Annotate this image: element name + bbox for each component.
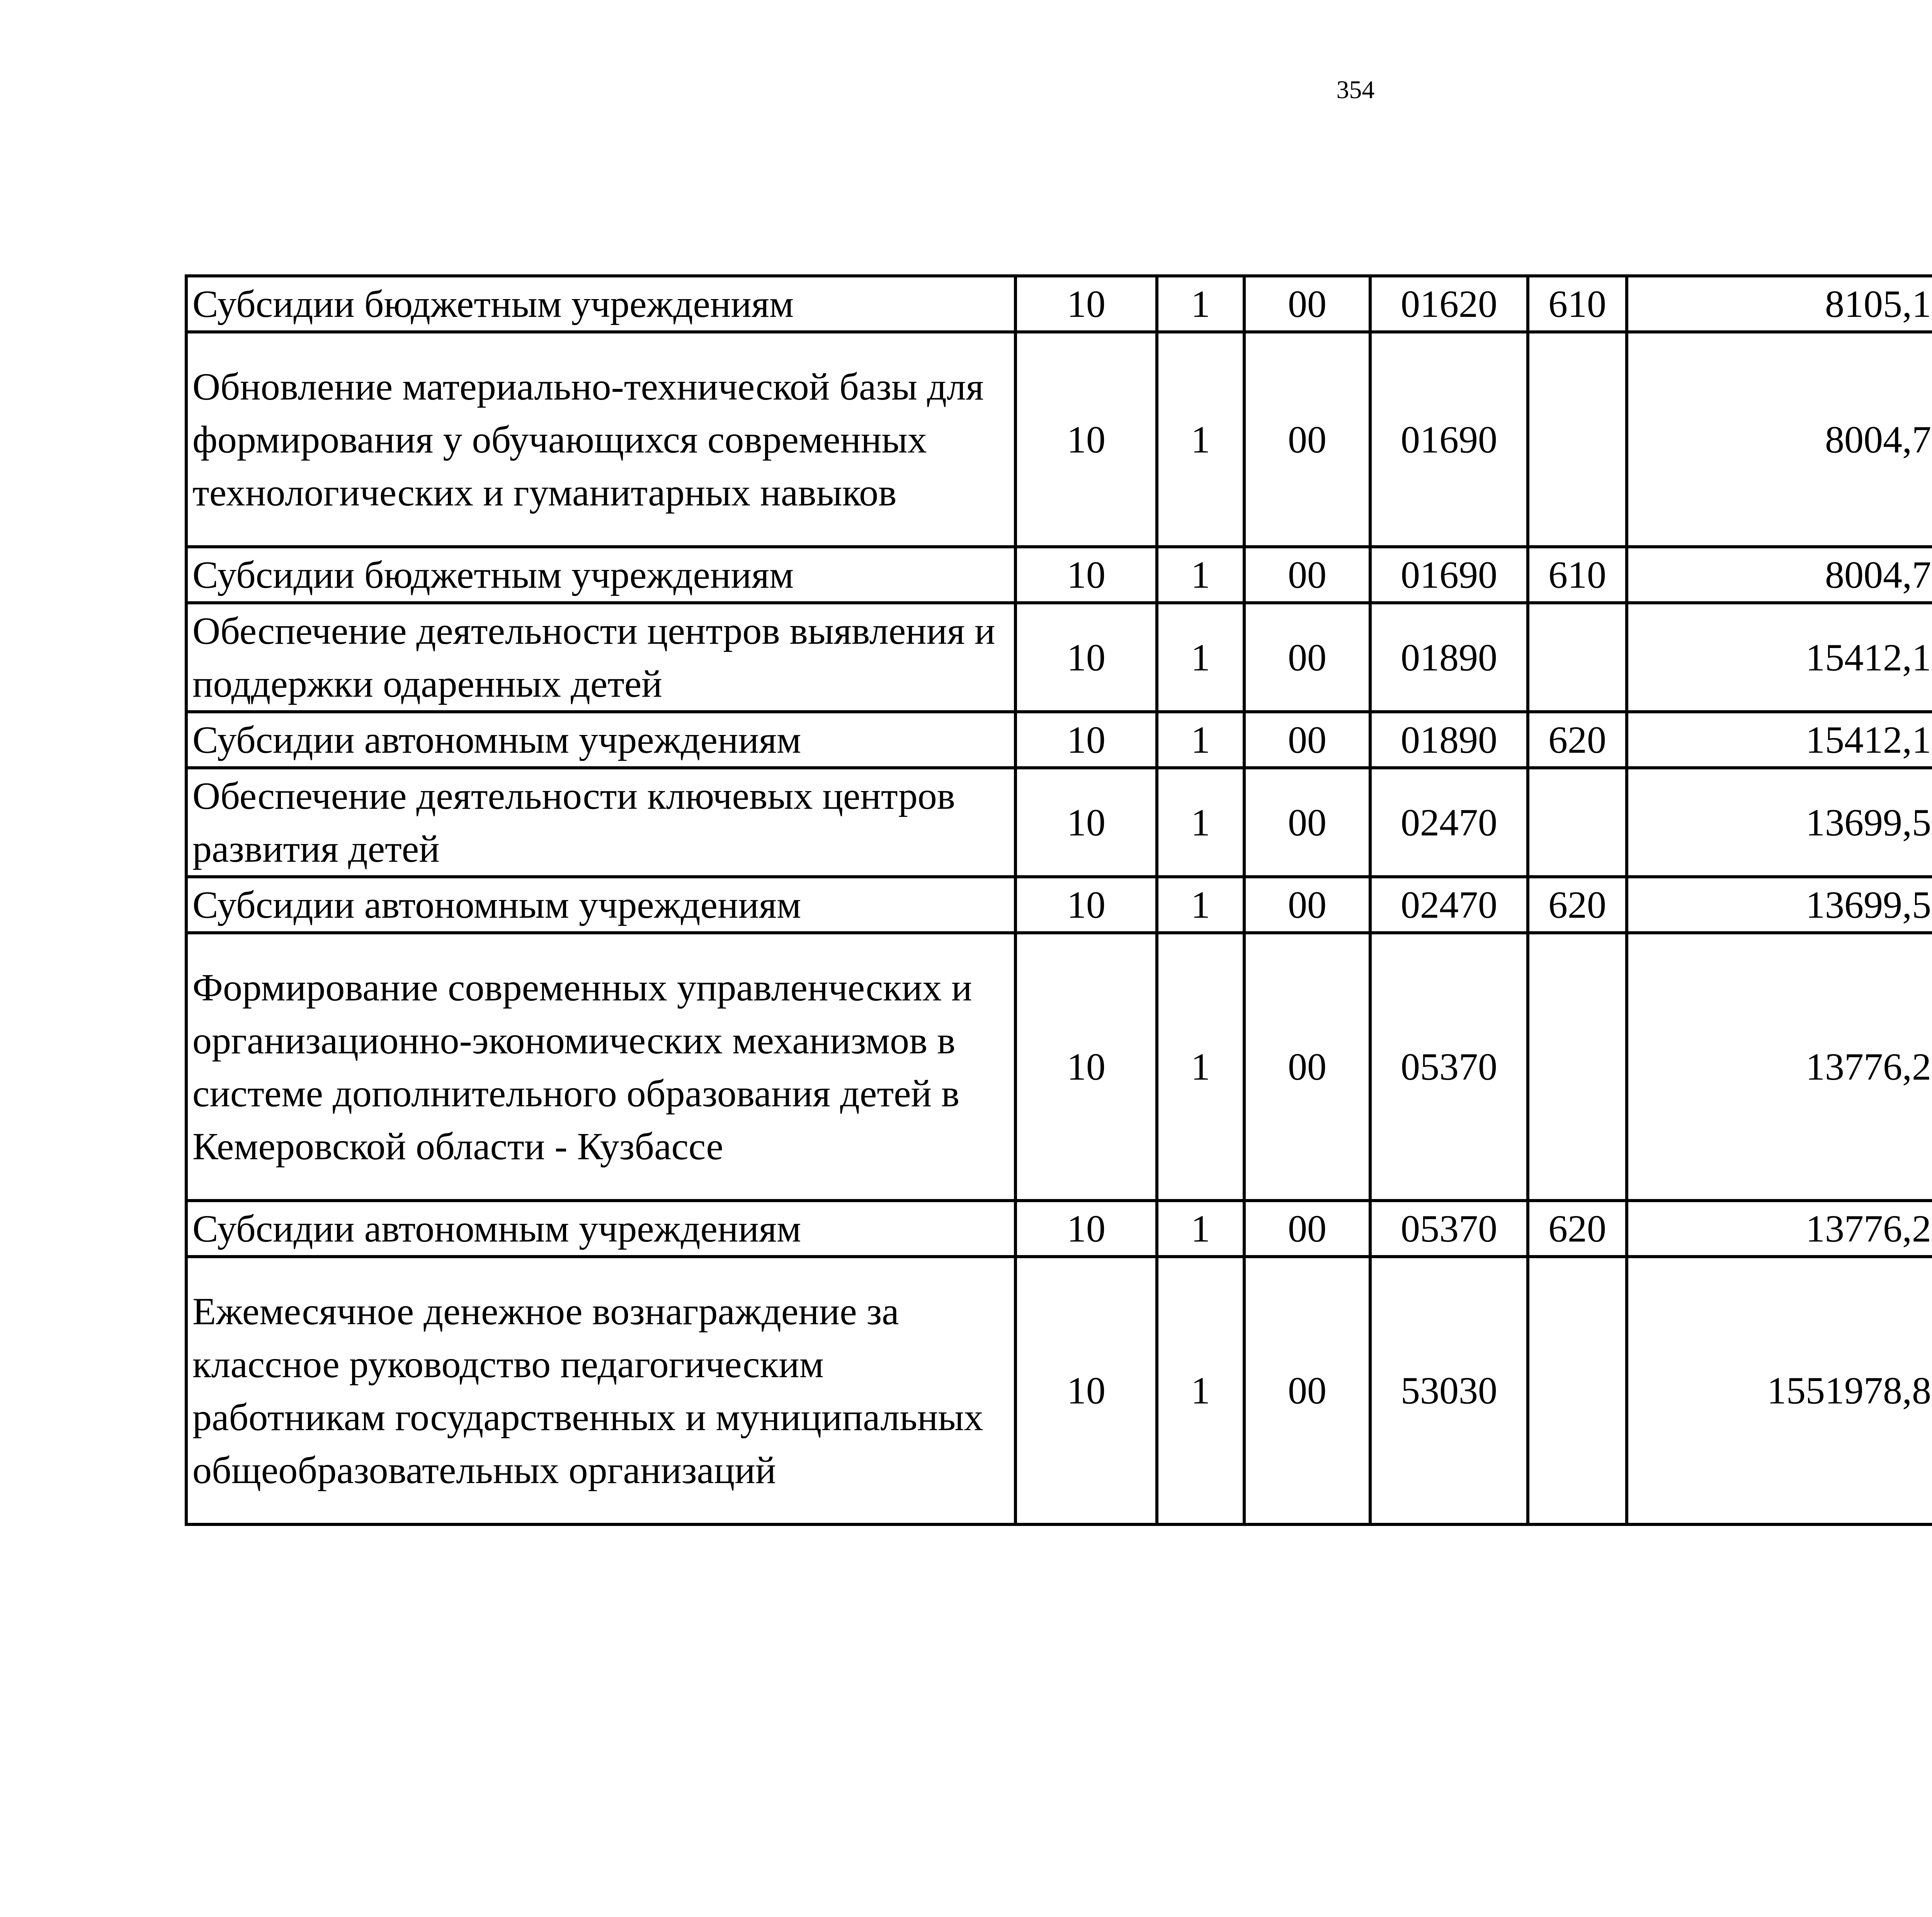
section-code: 10 — [1015, 332, 1157, 547]
budget-table — [185, 274, 1932, 1526]
expense-type-code — [1528, 1257, 1627, 1524]
program-code: 00 — [1244, 1257, 1370, 1524]
row-name: Субсидии бюджетным учреждениям — [186, 547, 1015, 603]
program-code: 00 — [1244, 933, 1370, 1201]
section-code: 10 — [1015, 276, 1157, 332]
table-row — [186, 933, 1932, 1201]
target-code: 01690 — [1370, 332, 1528, 547]
table-row — [186, 1201, 1932, 1257]
row-name: Субсидии автономным учреждениям — [186, 712, 1015, 768]
target-code: 01890 — [1370, 603, 1528, 712]
amount-year-1: 13699,5 — [1627, 768, 1932, 877]
expense-type-code — [1528, 332, 1627, 547]
subsection-code: 1 — [1157, 933, 1244, 1201]
section-code: 10 — [1015, 877, 1157, 933]
program-code: 00 — [1244, 603, 1370, 712]
section-code: 10 — [1015, 768, 1157, 877]
subsection-code: 1 — [1157, 712, 1244, 768]
section-code: 10 — [1015, 933, 1157, 1201]
subsection-code: 1 — [1157, 332, 1244, 547]
program-code: 00 — [1244, 332, 1370, 547]
expense-type-code: 620 — [1528, 1201, 1627, 1257]
page-number: 354 — [1336, 76, 1375, 104]
table-row — [186, 1257, 1932, 1524]
table-row — [186, 712, 1932, 768]
section-code: 10 — [1015, 603, 1157, 712]
row-name: Обеспечение деятельности ключевых центров развития детей — [186, 768, 1015, 877]
subsection-code: 1 — [1157, 276, 1244, 332]
subsection-code: 1 — [1157, 1201, 1244, 1257]
row-name: Формирование современных управленческих и организационно-экономических механизмов в системе дополнительного образования детей в Кемеровской области - Кузбассе — [186, 933, 1015, 1201]
row-name: Ежемесячное денежное вознаграждение за классное руководство педагогическим работникам государственных и муниципальных общеобразовательных организаций — [186, 1257, 1015, 1524]
program-code: 00 — [1244, 877, 1370, 933]
expense-type-code: 620 — [1528, 877, 1627, 933]
subsection-code: 1 — [1157, 547, 1244, 603]
table-row — [186, 603, 1932, 712]
amount-year-1: 13776,2 — [1627, 1201, 1932, 1257]
amount-year-1: 13699,5 — [1627, 877, 1932, 933]
table-row — [186, 332, 1932, 547]
program-code: 00 — [1244, 276, 1370, 332]
section-code: 10 — [1015, 1201, 1157, 1257]
target-code: 05370 — [1370, 933, 1528, 1201]
amount-year-1: 1551978,8 — [1627, 1257, 1932, 1524]
row-name: Субсидии автономным учреждениям — [186, 1201, 1015, 1257]
expense-type-code — [1528, 603, 1627, 712]
amount-year-1: 8004,7 — [1627, 332, 1932, 547]
target-code: 01620 — [1370, 276, 1528, 332]
expense-type-code — [1528, 768, 1627, 877]
program-code: 00 — [1244, 768, 1370, 877]
section-code: 10 — [1015, 1257, 1157, 1524]
amount-year-1: 15412,1 — [1627, 712, 1932, 768]
amount-year-1: 13776,2 — [1627, 933, 1932, 1201]
subsection-code: 1 — [1157, 603, 1244, 712]
amount-year-1: 8004,7 — [1627, 547, 1932, 603]
subsection-code: 1 — [1157, 1257, 1244, 1524]
target-code: 05370 — [1370, 1201, 1528, 1257]
subsection-code: 1 — [1157, 768, 1244, 877]
amount-year-1: 15412,1 — [1627, 603, 1932, 712]
expense-type-code: 610 — [1528, 547, 1627, 603]
section-code: 10 — [1015, 712, 1157, 768]
target-code: 53030 — [1370, 1257, 1528, 1524]
row-name: Обеспечение деятельности центров выявления и поддержки одаренных детей — [186, 603, 1015, 712]
target-code: 01890 — [1370, 712, 1528, 768]
expense-type-code — [1528, 933, 1627, 1201]
target-code: 02470 — [1370, 877, 1528, 933]
subsection-code: 1 — [1157, 877, 1244, 933]
target-code: 01690 — [1370, 547, 1528, 603]
table-row — [186, 877, 1932, 933]
amount-year-1: 8105,1 — [1627, 276, 1932, 332]
program-code: 00 — [1244, 547, 1370, 603]
row-name: Субсидии бюджетным учреждениям — [186, 276, 1015, 332]
expense-type-code: 610 — [1528, 276, 1627, 332]
target-code: 02470 — [1370, 768, 1528, 877]
program-code: 00 — [1244, 1201, 1370, 1257]
expense-type-code: 620 — [1528, 712, 1627, 768]
table-row — [186, 768, 1932, 877]
program-code: 00 — [1244, 712, 1370, 768]
table-row — [186, 276, 1932, 332]
row-name: Субсидии автономным учреждениям — [186, 877, 1015, 933]
section-code: 10 — [1015, 547, 1157, 603]
table-row — [186, 547, 1932, 603]
row-name: Обновление материально-технической базы для формирования у обучающихся современных технологических и гуманитарных навыков — [186, 332, 1015, 547]
